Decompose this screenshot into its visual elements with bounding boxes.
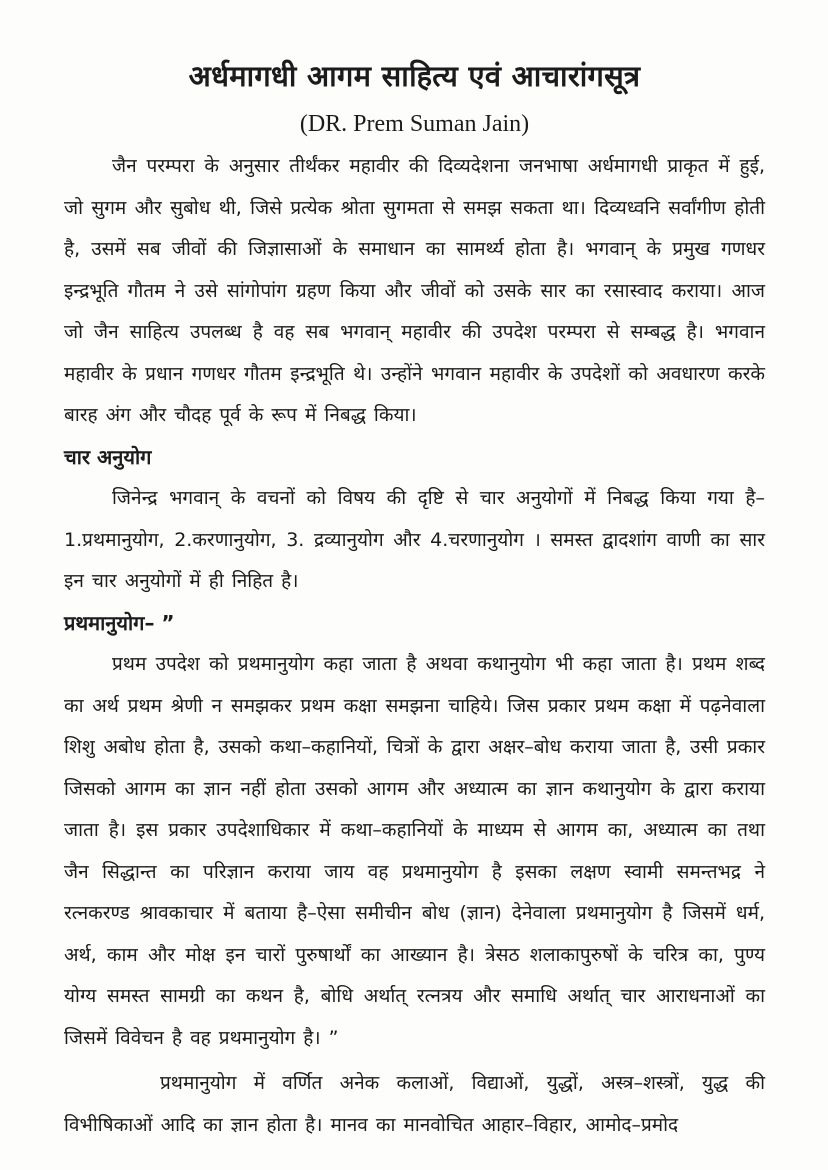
paragraph-prathmanuyog-description: प्रथम उपदेश को प्रथमानुयोग कहा जाता है अथवा कथानुयोग भी कहा जाता है। प्रथम शब्द का अर्थ प्रथम श्रेणी न समझकर प्रथम कक्षा समझना चाहिये। जिस प्रकार प्रथम कक्षा में पढ़नेवाला शिशु अबोध होता है, उसको कथा–कहानियों, चित्रों के द्वारा अक्षर–बोध कराया जाता है, उसी प्रकार जिसको आगम का ज्ञान नहीं होता उसको आगम और अध्यात्म का ज्ञान कथानुयोग के द्वारा कराया जाता है। इस प्रकार उपदेशाधिकार में कथा–कहानियों के माध्यम से आगम का, अध्यात्म का तथा जैन सिद्धान्त का परिज्ञान कराया जाय वह प्रथमानुयोग है इसका लक्षण स्वामी समन्तभद्र ने रत्नकरण्ड श्रावकाचार में बताया है–ऐसा समीचीन बोध (ज्ञान) देनेवाला प्रथमानुयोग है जिसमें धर्म, अर्थ, काम और मोक्ष इन चारों पुरुषार्थों का आख्यान है। त्रेसठ शलाकापुरुषों के चरित्र का, पुण्य योग्य समस्त सामग्री का कथन है, बोधि अर्थात् रत्नत्रय और समाधि अर्थात् चार आराधनाओं का जिसमें विवेचन है वह प्रथमानुयोग है। ” <box>64 653 765 1049</box>
document-title: अर्धमागधी आगम साहित्य एवं आचारांगसूत्र <box>188 59 641 93</box>
section-heading-prathmanuyog: प्रथमानुयोग– ” <box>64 610 175 635</box>
section-heading-char-anuyog: चार अनुयोग <box>64 444 152 469</box>
paragraph-prathmanuyog-contents: प्रथमानुयोग में वर्णित अनेक कलाओं, विद्याओं, युद्धों, अस्त्र–शस्त्रों, युद्ध की विभीषिकाओं आदि का ज्ञान होता है। मानव का मानवोचित आहार–विहार, आमोद–प्रमोद <box>64 1072 765 1136</box>
paragraph-jain-tradition: जैन परम्परा के अनुसार तीर्थंकर महावीर की दिव्यदेशना जनभाषा अर्धमागधी प्राकृत में हुई, जो सुगम और सुबोध थी, जिसे प्रत्येक श्रोता सुगमता से समझ सकता था। दिव्यध्वनि सर्वांगीण होती है, उसमें सब जीवों की जिज्ञासाओं के समाधान का सामर्थ्य होता है। भगवान् के प्रमुख गणधर इन्द्रभूति गौतम ने उसे सांगोपांग ग्रहण किया और जीवों को उसके सार का रसास्वाद कराया। आज जो जैन साहित्य उपलब्ध है वह सब भगवान् महावीर की उपदेश परम्परा से सम्बद्ध है। भगवान महावीर के प्रधान गणधर गौतम इन्द्रभूति थे। उन्होंने भगवान महावीर के उपदेशों को अवधारण करके बारह अंग और चौदह पूर्व के रूप में निबद्ध किया। <box>64 155 765 426</box>
paragraph-four-anuyogas: जिनेन्द्र भगवान् के वचनों को विषय की दृष्टि से चार अनुयोगों में निबद्ध किया गया है–1.प्रथमानुयोग, 2.करणानुयोग, 3. द्रव्यानुयोग और 4.चरणानुयोग । समस्त द्वादशांग वाणी का सार इन चार अनुयोगों में ही निहित है। <box>64 487 765 592</box>
document-author: (DR. Prem Suman Jain) <box>299 111 530 137</box>
